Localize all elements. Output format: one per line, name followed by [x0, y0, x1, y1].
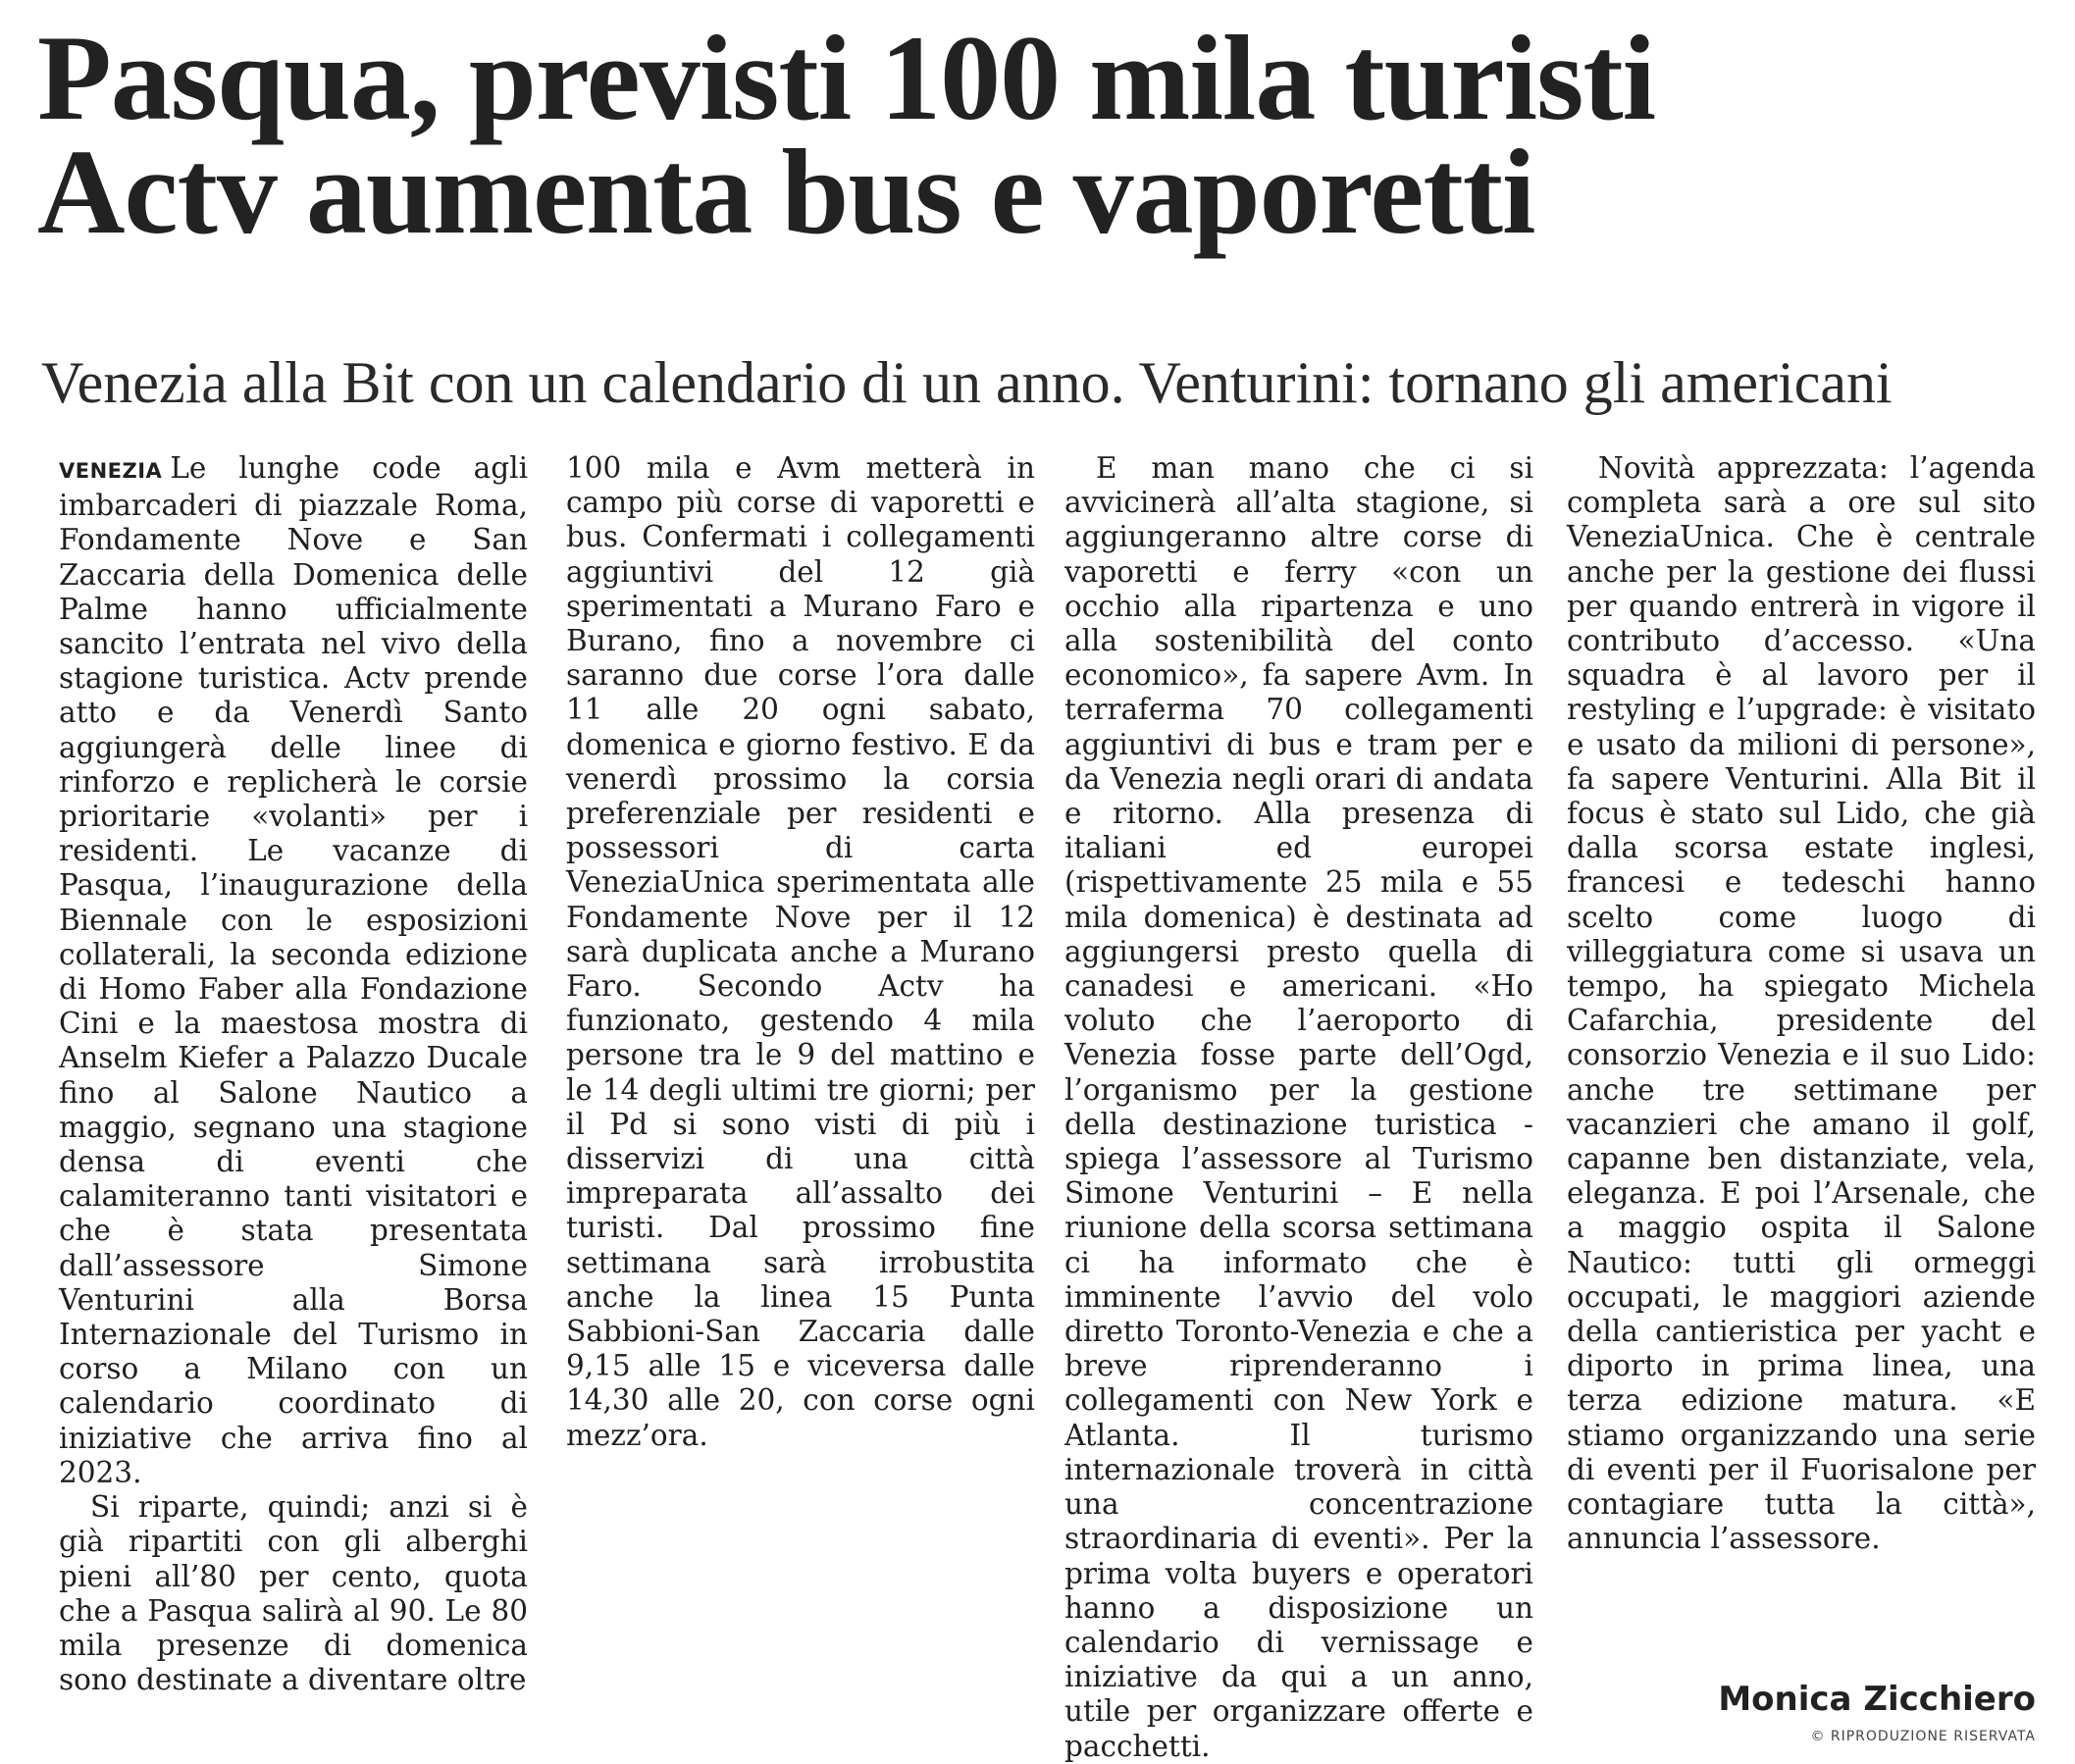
headline-line-1: Pasqua, previsti 100 mila turisti: [37, 11, 1656, 145]
article-paragraph-2: Si riparte, quindi; anzi si è già ripartiti con gli alberghi pieni all’80 per cento, quota che a Pasqua salirà al 90. Le 80 mila presenze di domenica sono destinate a diventare oltre: [59, 1490, 528, 1697]
copyright-notice: © RIPRODUZIONE RISERVATA: [1810, 1729, 2036, 1744]
article-column-3: [1064, 451, 1533, 1763]
headline-line-2: Actv aumenta bus e vaporetti: [37, 125, 1535, 259]
article-column-1: [59, 451, 528, 1717]
article-paragraph-4: Novità apprezzata: l’agenda completa sarà a ore sul sito VeneziaUnica. Che è centrale anche per la gestione dei flussi per quando entrerà in vigore il contributo d’accesso. «Una squadra è al lavoro per il restyling e l’upgrade: è visitato e usato da milioni di persone», fa sapere Venturini. Alla Bit il focus è stato sul Lido, che già dalla scorsa estate inglesi, francesi e tedeschi hanno scelto come luogo di villeggiatura come si usava un tempo, ha spiegato Michela Cafarchia, presidente del consorzio Venezia e il suo Lido: anche tre settimane per vacanzieri che amano il golf, capanne ben distanziate, vela, eleganza. E poi l’Arsenale, che a maggio ospita il Salone Nautico: tutti gli ormeggi occupati, le maggiori aziende della cantieristica per yacht e diporto in prima linea, una terza edizione matura. «E stiamo organizzando una serie di eventi per il Fuorisalone per contagiare tutta la città», annuncia l’assessore.: [1567, 451, 2036, 1556]
article-paragraph-1: [59, 451, 528, 1490]
dateline: VENEZIA: [59, 459, 163, 483]
article-column-4: [1567, 451, 2036, 1717]
headline: [37, 11, 2049, 259]
article-column-2: [566, 451, 1035, 1717]
byline: Monica Zicchiero: [1718, 1680, 2036, 1719]
subheadline: Venezia alla Bit con un calendario di un anno. Venturini: tornano gli americani: [41, 350, 1893, 415]
article-paragraph-3: E man mano che ci si avvicinerà all’alta stagione, si aggiungeranno altre corse di vaporetti e ferry «con un occhio alla ripartenza e uno alla sostenibilità del conto economico», fa sapere Avm. In terraferma 70 collegamenti aggiuntivi di bus e tram per e da Venezia negli orari di andata e ritorno. Alla presenza di italiani ed europei (rispettivamente 25 mila e 55 mila domenica) è destinata ad aggiungersi presto quella di canadesi e americani. «Ho voluto che l’aeroporto di Venezia fosse parte dell’Ogd, l’organismo per la gestione della destinazione turistica - spiega l’assessore al Turismo Simone Venturini – E nella riunione della scorsa settimana ci ha informato che è imminente l’avvio del volo diretto Toronto-Venezia e che a breve riprenderanno i collegamenti con New York e Atlanta. Il turismo internazionale troverà in città una concentrazione straordinaria di eventi». Per la prima volta buyers e operatori hanno a disposizione un calendario di vernissage e iniziative da qui a un anno, utile per organizzare offerte e pacchetti.: [1064, 451, 1533, 1763]
article-paragraph-2-continued: 100 mila e Avm metterà in campo più corse di vaporetti e bus. Confermati i collegamenti aggiuntivi del 12 già sperimentati a Murano Faro e Burano, fino a novembre ci saranno due corse l’ora dalle 11 alle 20 ogni sabato, domenica e giorno festivo. E da venerdì prossimo la corsia preferenziale per residenti e possessori di carta VeneziaUnica sperimentata alle Fondamente Nove per il 12 sarà duplicata anche a Murano Faro. Secondo Actv ha funzionato, gestendo 4 mila persone tra le 9 del mattino e le 14 degli ultimi tre giorni; per il Pd si sono visti di più i disservizi di una città impreparata all’assalto dei turisti. Dal prossimo fine settimana sarà irrobustita anche la linea 15 Punta Sabbioni-San Zaccaria dalle 9,15 alle 15 e viceversa dalle 14,30 alle 20, con corse ogni mezz’ora.: [566, 451, 1035, 1452]
paragraph-1-text: Le lunghe code agli imbarcaderi di piazzale Roma, Fondamente Nove e San Zaccaria della Domenica delle Palme hanno ufficialmente sancito l’entrata nel vivo della stagione turistica. Actv prende atto e da Venerdì Santo aggiungerà delle linee di rinforzo e replicherà le corsie prioritarie «volanti» per i residenti. Le vacanze di Pasqua, l’inaugurazione della Biennale con le esposizioni collaterali, la seconda edizione di Homo Faber alla Fondazione Cini e la maestosa mostra di Anselm Kiefer a Palazzo Ducale fino al Salone Nautico a maggio, segnano una stagione densa di eventi che calamiteranno tanti visitatori e che è stata presentata dall’assessore Simone Venturini alla Borsa Internazionale del Turismo in corso a Milano con un calendario coordinato di iniziative che arriva fino al 2023.: [59, 451, 528, 1489]
